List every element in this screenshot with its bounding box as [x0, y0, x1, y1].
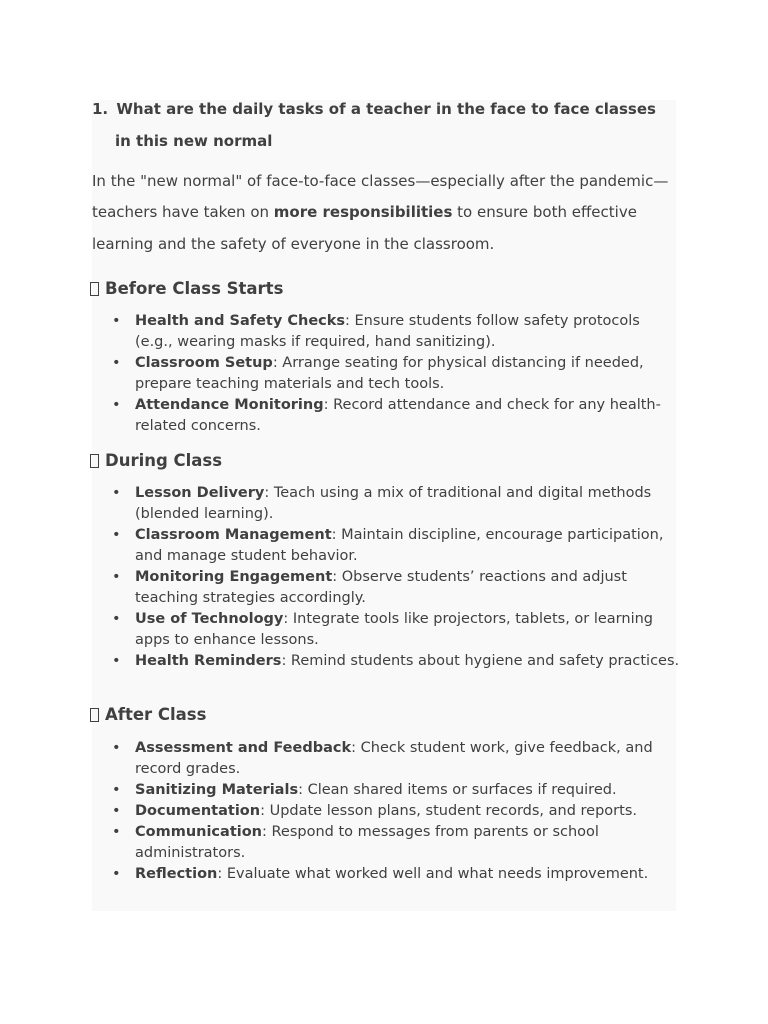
- intro-text: to ensure both effective: [452, 203, 637, 221]
- item-description: : Check student work, give feedback, and record grades.: [135, 740, 653, 777]
- item-term: Monitoring Engagement: [135, 569, 333, 585]
- bullet-dot: •: [112, 740, 121, 756]
- missing-glyph-icon: [90, 708, 99, 722]
- list-item: [92, 567, 682, 609]
- item-term: Sanitizing Materials: [135, 782, 299, 798]
- missing-glyph-icon: [90, 282, 99, 296]
- list-item: [92, 780, 682, 801]
- item-term: Assessment and Feedback: [135, 740, 352, 756]
- item-description: : Clean shared items or surfaces if required.: [298, 782, 617, 798]
- bullet-dot: •: [112, 824, 121, 840]
- question-text-line-2: in this new normal: [115, 132, 273, 150]
- bullet-dot: •: [112, 313, 121, 329]
- intro-line-3: learning and the safety of everyone in the classroom.: [92, 235, 495, 253]
- section-heading-text: After Class: [105, 705, 207, 724]
- bullet-dot: •: [112, 569, 121, 585]
- bullet-dot: •: [112, 803, 121, 819]
- item-term: Health Reminders: [135, 653, 282, 669]
- intro-line-1: In the "new normal" of face-to-face classes—especially after the pandemic—: [92, 172, 669, 190]
- bullet-dot: •: [112, 485, 121, 501]
- bullet-dot: •: [112, 653, 121, 669]
- bullet-dot: •: [112, 355, 121, 371]
- list-item: [92, 525, 682, 567]
- question-number: 1.: [92, 100, 109, 118]
- missing-glyph-icon: [90, 454, 99, 468]
- list-item: [92, 609, 682, 651]
- item-description: : Arrange seating for physical distancing if needed, prepare teaching materials and tech tools.: [135, 355, 644, 392]
- item-term: Documentation: [135, 803, 261, 819]
- item-description: : Record attendance and check for any health-related concerns.: [135, 397, 661, 434]
- section-heading-during-class: [90, 451, 222, 470]
- section-heading-before-class: [90, 279, 283, 298]
- section-heading-after-class: [90, 705, 206, 724]
- list-item: [92, 822, 682, 864]
- item-description: : Maintain discipline, encourage participation, and manage student behavior.: [135, 527, 664, 564]
- item-description: : Remind students about hygiene and safety practices.: [281, 653, 680, 669]
- item-description: : Observe students’ reactions and adjust teaching strategies accordingly.: [135, 569, 627, 606]
- bullet-dot: •: [112, 611, 121, 627]
- item-description: : Update lesson plans, student records, and reports.: [260, 803, 637, 819]
- item-description: : Teach using a mix of traditional and digital methods (blended learning).: [135, 485, 652, 522]
- bullet-dot: •: [112, 527, 121, 543]
- list-item: [92, 395, 682, 437]
- list-item: [92, 738, 682, 780]
- item-term: Classroom Setup: [135, 355, 273, 371]
- question-line-1: [92, 100, 656, 118]
- item-description: : Respond to messages from parents or school administrators.: [135, 824, 599, 861]
- section-heading-text: Before Class Starts: [105, 279, 284, 298]
- intro-emphasis: more responsibilities: [273, 203, 453, 221]
- list-item: [92, 864, 682, 885]
- intro-text: teachers have taken on: [92, 203, 274, 221]
- section-heading-text: During Class: [105, 451, 223, 470]
- bullet-dot: •: [112, 782, 121, 798]
- item-term: Attendance Monitoring: [135, 397, 324, 413]
- item-term: Lesson Delivery: [135, 485, 265, 501]
- list-item: [92, 801, 682, 822]
- bullet-dot: •: [112, 397, 121, 413]
- bullet-list-after-class: [92, 738, 682, 885]
- question-line-2: [115, 132, 272, 150]
- item-term: Use of Technology: [135, 611, 284, 627]
- question-text-line-1: What are the daily tasks of a teacher in the face to face classes: [116, 100, 656, 118]
- bullet-list-before-class: [92, 311, 682, 437]
- item-term: Classroom Management: [135, 527, 332, 543]
- list-item: [92, 353, 682, 395]
- item-description: : Integrate tools like projectors, tablets, or learning apps to enhance lessons.: [135, 611, 654, 648]
- intro-line-2: [92, 203, 637, 221]
- list-item: [92, 483, 682, 525]
- item-description: : Evaluate what worked well and what needs improvement.: [217, 866, 649, 882]
- list-item: [92, 311, 682, 353]
- list-item: [92, 651, 682, 672]
- bullet-dot: •: [112, 866, 121, 882]
- bullet-list-during-class: [92, 483, 682, 672]
- item-term: Communication: [135, 824, 263, 840]
- item-term: Reflection: [135, 866, 218, 882]
- item-description: : Ensure students follow safety protocols (e.g., wearing masks if required, hand sanitizing).: [135, 313, 640, 350]
- item-term: Health and Safety Checks: [135, 313, 346, 329]
- document-page: [92, 100, 680, 911]
